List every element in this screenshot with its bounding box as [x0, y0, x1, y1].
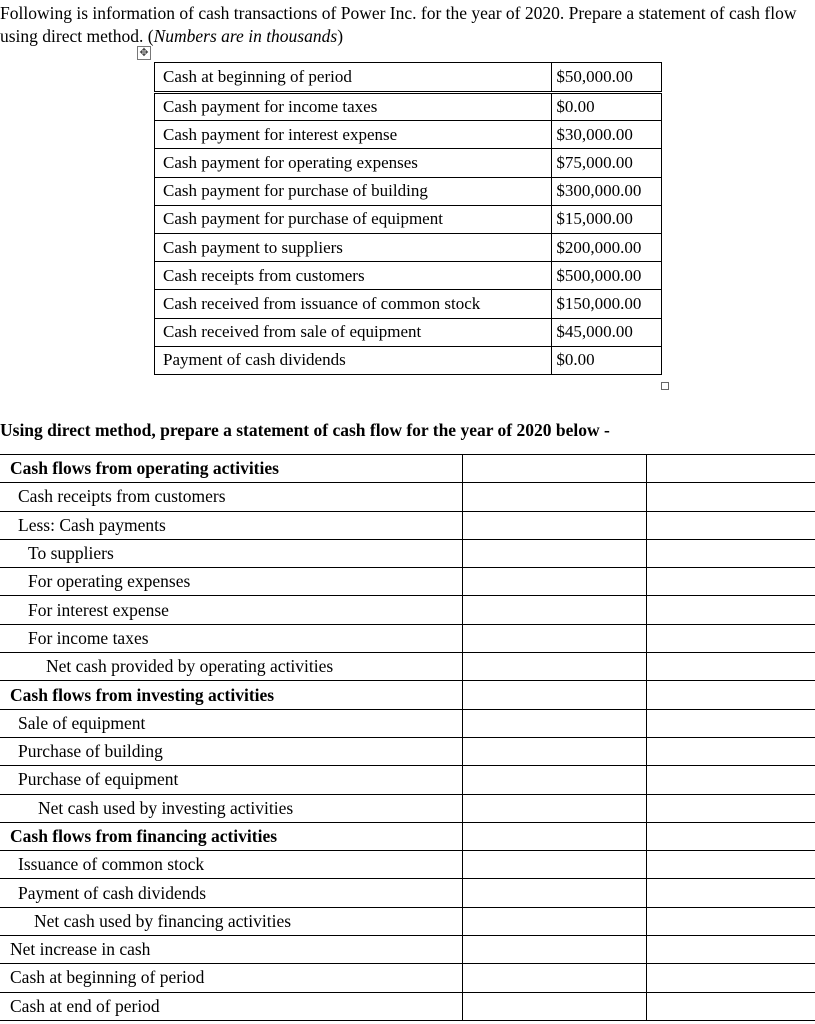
line-item[interactable]: Purchase of building: [0, 737, 462, 765]
table-resize-handle-icon[interactable]: [661, 382, 669, 390]
total-cell[interactable]: [646, 766, 815, 794]
total-cell[interactable]: [646, 822, 815, 850]
row-amount[interactable]: $30,000.00: [552, 121, 662, 149]
table-row: [0, 681, 815, 709]
amount-cell[interactable]: [462, 596, 646, 624]
table-row: [0, 794, 815, 822]
table-row: [155, 205, 662, 233]
total-cell[interactable]: [646, 907, 815, 935]
intro-text: Following is information of cash transactions of Power Inc. for the year of 2020. Prepare a statement of cash flow using direct method. (: [0, 3, 797, 46]
amount-cell[interactable]: [462, 624, 646, 652]
section-heading[interactable]: Cash flows from investing activities: [0, 681, 462, 709]
table-row: [0, 539, 815, 567]
amount-cell[interactable]: [462, 681, 646, 709]
amount-cell[interactable]: [462, 511, 646, 539]
table-row: [0, 936, 815, 964]
amount-cell[interactable]: [462, 964, 646, 992]
amount-cell[interactable]: [462, 766, 646, 794]
amount-cell[interactable]: [462, 709, 646, 737]
table-row: [0, 851, 815, 879]
row-amount[interactable]: $50,000.00: [552, 63, 662, 93]
table-row: [155, 93, 662, 121]
amount-cell[interactable]: [462, 568, 646, 596]
table-row: [155, 177, 662, 205]
row-amount[interactable]: $0.00: [552, 346, 662, 374]
amount-cell[interactable]: [462, 794, 646, 822]
table-row: [0, 624, 815, 652]
total-cell[interactable]: [646, 653, 815, 681]
table-row: [0, 766, 815, 794]
amount-cell[interactable]: [462, 653, 646, 681]
table-row: [0, 511, 815, 539]
total-cell[interactable]: [646, 455, 815, 483]
table-row: [155, 121, 662, 149]
row-label[interactable]: Cash payment for purchase of equipment: [155, 205, 552, 233]
table-row: [155, 63, 662, 93]
intro-text-end: ): [337, 26, 344, 46]
total-cell[interactable]: [646, 737, 815, 765]
total-cell[interactable]: [646, 568, 815, 596]
table-row: [0, 653, 815, 681]
total-cell[interactable]: [646, 964, 815, 992]
row-amount[interactable]: $200,000.00: [552, 233, 662, 261]
total-label[interactable]: Net increase in cash: [0, 936, 462, 964]
total-cell[interactable]: [646, 624, 815, 652]
table-row: [155, 149, 662, 177]
table-row: [155, 290, 662, 318]
total-cell[interactable]: [646, 992, 815, 1020]
amount-cell[interactable]: [462, 851, 646, 879]
table-row: [0, 822, 815, 850]
table-row: [155, 318, 662, 346]
amount-cell[interactable]: [462, 936, 646, 964]
row-label[interactable]: Cash payment for operating expenses: [155, 149, 552, 177]
table-row: [155, 262, 662, 290]
total-label[interactable]: Cash at end of period: [0, 992, 462, 1020]
row-label[interactable]: Cash received from issuance of common stock: [155, 290, 552, 318]
total-cell[interactable]: [646, 709, 815, 737]
cash-transactions-table: [154, 62, 662, 375]
row-label[interactable]: Cash payment for income taxes: [155, 93, 552, 121]
intro-italic: Numbers are in thousands: [153, 26, 338, 46]
total-label[interactable]: Cash at beginning of period: [0, 964, 462, 992]
total-cell[interactable]: [646, 511, 815, 539]
line-item[interactable]: Cash receipts from customers: [0, 483, 462, 511]
row-label[interactable]: Cash payment to suppliers: [155, 233, 552, 261]
table-row: [0, 964, 815, 992]
table-move-handle-icon[interactable]: ✥: [137, 46, 151, 60]
row-amount[interactable]: $300,000.00: [552, 177, 662, 205]
line-item[interactable]: Less: Cash payments: [0, 511, 462, 539]
line-item[interactable]: For income taxes: [0, 624, 462, 652]
row-amount[interactable]: $500,000.00: [552, 262, 662, 290]
table-row: [0, 879, 815, 907]
line-item[interactable]: Payment of cash dividends: [0, 879, 462, 907]
line-item[interactable]: Purchase of equipment: [0, 766, 462, 794]
table-row: [0, 483, 815, 511]
row-label[interactable]: Cash payment for interest expense: [155, 121, 552, 149]
subtotal-label[interactable]: Net cash provided by operating activities: [0, 653, 462, 681]
total-cell[interactable]: [646, 879, 815, 907]
amount-cell[interactable]: [462, 483, 646, 511]
intro-paragraph: [0, 2, 812, 48]
row-amount[interactable]: $75,000.00: [552, 149, 662, 177]
total-cell[interactable]: [646, 539, 815, 567]
subtotal-label[interactable]: Net cash used by investing activities: [0, 794, 462, 822]
line-item[interactable]: Issuance of common stock: [0, 851, 462, 879]
amount-cell[interactable]: [462, 539, 646, 567]
amount-cell[interactable]: [462, 992, 646, 1020]
total-cell[interactable]: [646, 596, 815, 624]
table-row: [0, 568, 815, 596]
line-item[interactable]: To suppliers: [0, 539, 462, 567]
table-row: [0, 596, 815, 624]
table-row: [0, 709, 815, 737]
table-row: [155, 233, 662, 261]
amount-cell[interactable]: [462, 907, 646, 935]
row-amount[interactable]: $0.00: [552, 93, 662, 121]
line-item[interactable]: Sale of equipment: [0, 709, 462, 737]
amount-cell[interactable]: [462, 879, 646, 907]
amount-cell[interactable]: [462, 455, 646, 483]
row-label[interactable]: Cash payment for purchase of building: [155, 177, 552, 205]
row-label[interactable]: Cash at beginning of period: [155, 63, 552, 93]
row-label[interactable]: Cash received from sale of equipment: [155, 318, 552, 346]
total-cell[interactable]: [646, 794, 815, 822]
row-amount[interactable]: $15,000.00: [552, 205, 662, 233]
total-cell[interactable]: [646, 483, 815, 511]
table-row: [0, 455, 815, 483]
table-row: [0, 907, 815, 935]
instruction-heading: Using direct method, prepare a statement of cash flow for the year of 2020 below -: [0, 420, 610, 440]
amount-cell[interactable]: [462, 822, 646, 850]
total-cell[interactable]: [646, 681, 815, 709]
line-item[interactable]: For interest expense: [0, 596, 462, 624]
row-amount[interactable]: $45,000.00: [552, 318, 662, 346]
row-label[interactable]: Payment of cash dividends: [155, 346, 552, 374]
subtotal-label[interactable]: Net cash used by financing activities: [0, 907, 462, 935]
amount-cell[interactable]: [462, 737, 646, 765]
total-cell[interactable]: [646, 851, 815, 879]
section-heading[interactable]: Cash flows from operating activities: [0, 455, 462, 483]
row-amount[interactable]: $150,000.00: [552, 290, 662, 318]
section-heading[interactable]: Cash flows from financing activities: [0, 822, 462, 850]
table-row: [155, 346, 662, 374]
table-row: [0, 737, 815, 765]
table-row: [0, 992, 815, 1020]
row-label[interactable]: Cash receipts from customers: [155, 262, 552, 290]
line-item[interactable]: For operating expenses: [0, 568, 462, 596]
total-cell[interactable]: [646, 936, 815, 964]
cash-flow-statement-table: [0, 454, 815, 1021]
